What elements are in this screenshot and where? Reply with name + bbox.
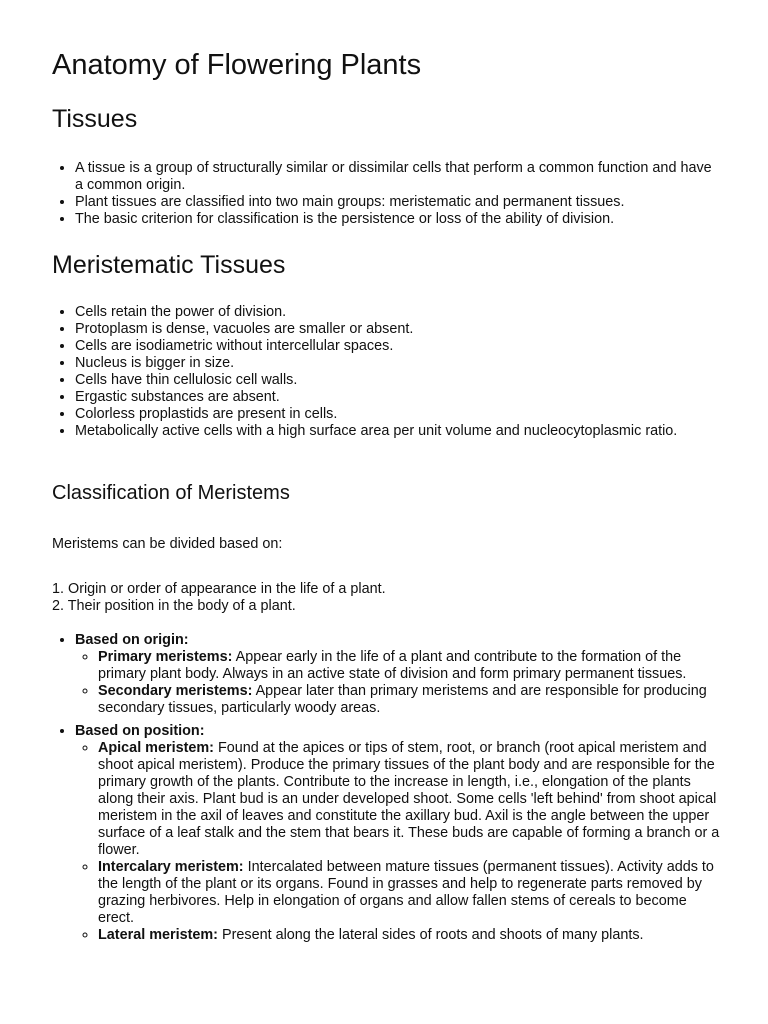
- list-item: [98, 927, 720, 944]
- term: Secondary meristems:: [98, 683, 253, 699]
- meristematic-list: [52, 304, 720, 440]
- list-item: [98, 683, 720, 717]
- definition: Appear early in the life of a plant and contribute to the formation of the primary plant body. Always in an active state of division and form primary permanent tissues.: [98, 649, 687, 682]
- list-item: • The basic criterion for classification is the persistence or loss of the ability of division.: [75, 211, 720, 228]
- position-sublist: [75, 740, 720, 944]
- position-group: [75, 723, 720, 944]
- numbered-list: [52, 581, 720, 615]
- list-item: • Cells are isodiametric without intercellular spaces.: [75, 338, 720, 355]
- numbered-item: 1. Origin or order of appearance in the life of a plant.: [52, 581, 386, 597]
- position-label: Based on position:: [75, 723, 205, 739]
- term: Intercalary meristem:: [98, 859, 244, 875]
- numbered-item: 2. Their position in the body of a plant.: [52, 598, 296, 614]
- list-item: • Protoplasm is dense, vacuoles are smaller or absent.: [75, 321, 720, 338]
- definition: Appear later than primary meristems and are responsible for producing secondary tissues, particularly woody areas.: [98, 683, 707, 716]
- origin-label: Based on origin:: [75, 632, 189, 648]
- list-item: • A tissue is a group of structurally similar or dissimilar cells that perform a common function and have a common origin.: [75, 160, 720, 194]
- meristem-classification-list: [52, 632, 720, 944]
- list-item: • Ergastic substances are absent.: [75, 389, 720, 406]
- tissues-list-block: [52, 160, 720, 228]
- list-item: • Plant tissues are classified into two main groups: meristematic and permanent tissues.: [75, 194, 720, 211]
- definition: Intercalated between mature tissues (permanent tissues). Activity adds to the length of the plant or its organs. Found in grasses and help to regenerate parts removed by grazing herbivores. Help in elongation of organs and allow fallen stems of cereals to become erect.: [98, 859, 714, 926]
- meristematic-heading: Meristematic Tissues: [52, 251, 286, 279]
- classification-outer-list: [52, 632, 720, 944]
- classification-intro: Meristems can be divided based on:: [52, 536, 283, 552]
- origin-group: [75, 632, 720, 717]
- term: Apical meristem:: [98, 740, 214, 756]
- origin-sublist: [75, 649, 720, 717]
- list-item: [98, 740, 720, 859]
- list-item: [98, 859, 720, 927]
- page-title: Anatomy of Flowering Plants: [52, 49, 422, 81]
- definition: Found at the apices or tips of stem, root, or branch (root apical meristem and shoot apical meristem). Produce the primary tissues of the plant body and are responsible for the primary growth of the plants. Contribute to the increase in length, i.e., elongation of the plants along their axis. Plant bud is an under developed shoot. Some cells 'left behind' from shoot apical meristem in the axil of leaves and constitute the axillary bud. Axil is the angle between the upper surface of a leaf stalk and the stem that bears it. These buds are capable of forming a branch or a flower.: [98, 740, 720, 858]
- list-item: • Nucleus is bigger in size.: [75, 355, 720, 372]
- term: Primary meristems:: [98, 649, 233, 665]
- list-item: [98, 649, 720, 683]
- tissues-list: [52, 160, 720, 228]
- tissues-heading: Tissues: [52, 105, 138, 133]
- classification-heading: Classification of Meristems: [52, 482, 290, 504]
- term: Lateral meristem:: [98, 927, 218, 943]
- list-item: • Metabolically active cells with a high surface area per unit volume and nucleocytoplasmic ratio.: [75, 423, 720, 440]
- list-item: • Cells retain the power of division.: [75, 304, 720, 321]
- list-item: • Cells have thin cellulosic cell walls.: [75, 372, 720, 389]
- meristematic-list-block: [52, 304, 720, 440]
- definition: Present along the lateral sides of roots and shoots of many plants.: [217, 927, 644, 943]
- list-item: • Colorless proplastids are present in cells.: [75, 406, 720, 423]
